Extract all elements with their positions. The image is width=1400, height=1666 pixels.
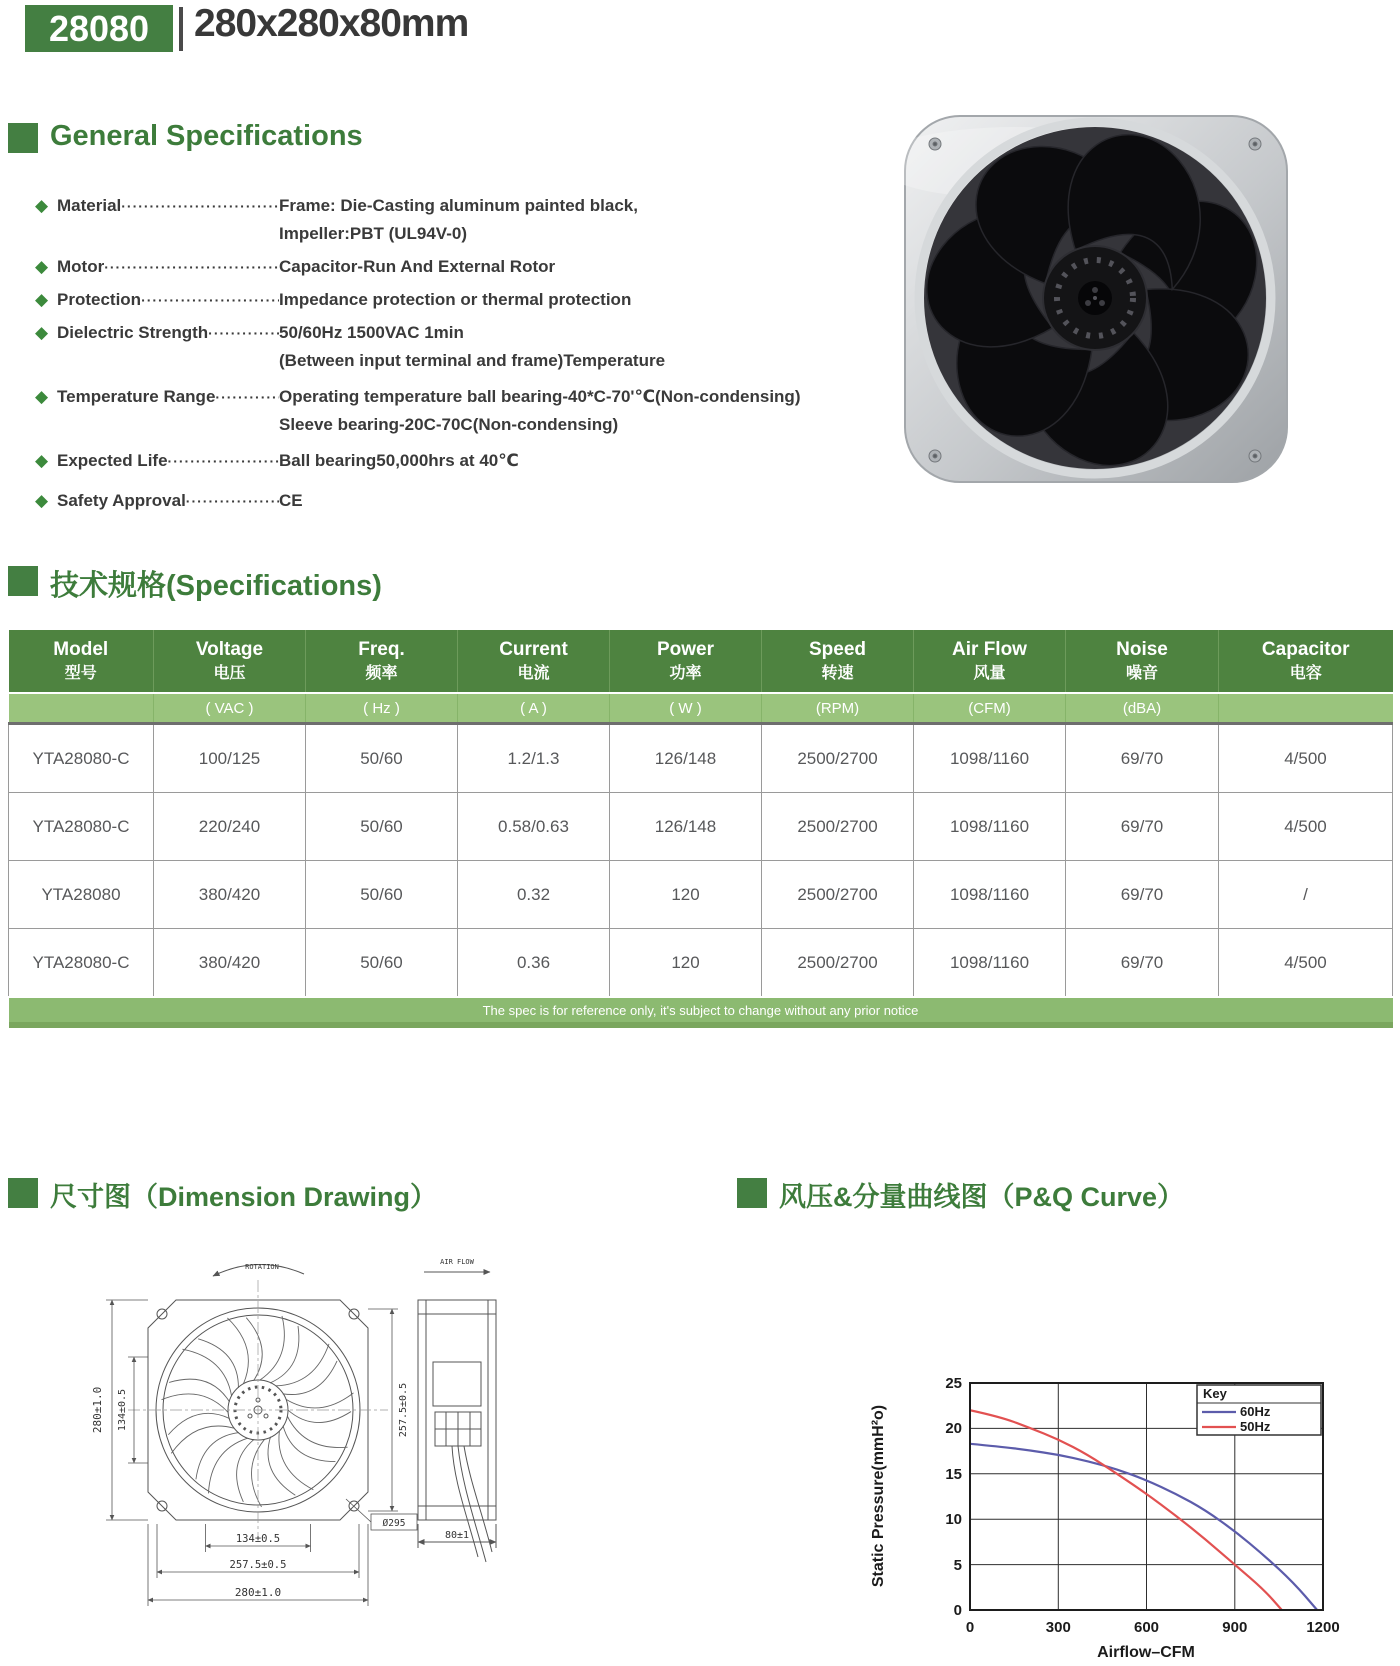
- table-row: [9, 793, 1393, 861]
- col-header-airflow: Air Flow 风量: [914, 630, 1066, 693]
- spec-table: [8, 630, 1393, 1028]
- model-badge: 28080: [25, 5, 173, 52]
- dim-280-bottom: 280±1.0: [234, 1586, 282, 1599]
- section-title-dimension: 尺寸图（Dimension Drawing）: [50, 1182, 438, 1212]
- cell: 120: [610, 861, 762, 929]
- dimension-drawing: [88, 1212, 518, 1666]
- table-header-row: [9, 630, 1393, 693]
- spec-value: [279, 319, 665, 375]
- spec-label: [57, 192, 279, 220]
- section-square-icon: [8, 1178, 38, 1208]
- svg-text:5: 5: [953, 1557, 962, 1574]
- cell: 0.36: [458, 929, 610, 998]
- cell: YTA28080-C: [9, 724, 154, 793]
- cell: 380/420: [154, 929, 306, 998]
- table-row: [9, 861, 1393, 929]
- cell: 2500/2700: [762, 793, 914, 861]
- dot-leader: [186, 487, 279, 515]
- spec-value: [279, 487, 303, 515]
- general-spec-list: [35, 192, 925, 520]
- table-note: The spec is for reference only, it's subject to change without any prior notice: [9, 997, 1393, 1025]
- spec-value: [279, 253, 555, 281]
- cell: 0.32: [458, 861, 610, 929]
- cell: 2500/2700: [762, 861, 914, 929]
- legend-title: Key: [1203, 1386, 1227, 1401]
- svg-text:25: 25: [945, 1375, 962, 1392]
- y-axis-title: Static Pressure(mmH²o): [870, 1404, 887, 1588]
- col-header-speed: Speed 转速: [762, 630, 914, 693]
- dim-80-depth: 80±1: [444, 1530, 470, 1541]
- spec-value-line: Impeller:PBT (UL94V-0): [279, 224, 467, 243]
- spec-label-text: Expected Life: [57, 451, 168, 470]
- cell: 50/60: [306, 793, 458, 861]
- cell: /: [1219, 861, 1393, 929]
- cell: 4/500: [1219, 929, 1393, 998]
- pq-curve-chart: [845, 1258, 1390, 1664]
- unit-cell: (CFM): [914, 693, 1066, 724]
- side-view: [418, 1272, 496, 1562]
- chart-legend: [1197, 1385, 1321, 1435]
- cell: 380/420: [154, 861, 306, 929]
- spec-value: [279, 383, 800, 439]
- dot-leader: [208, 319, 279, 347]
- diamond-bullet-icon: ◆: [35, 257, 49, 276]
- legend-label-50hz: 50Hz: [1240, 1419, 1271, 1434]
- spec-label: [57, 383, 279, 411]
- dot-leader: [121, 192, 279, 220]
- unit-cell: ( W ): [610, 693, 762, 724]
- cell: 69/70: [1066, 724, 1219, 793]
- spec-label-text: Temperature Range: [57, 387, 216, 406]
- x-tick-labels: [966, 1619, 1340, 1636]
- spec-value-line: (Between input terminal and frame)Temperature: [279, 351, 666, 370]
- svg-text:10: 10: [945, 1511, 962, 1528]
- dim-257-bottom: 257.5±0.5: [229, 1559, 287, 1571]
- table-units-row: [9, 693, 1393, 724]
- cell: 126/148: [610, 724, 762, 793]
- spec-item-safety: [35, 487, 925, 515]
- cell: YTA28080-C: [9, 929, 154, 998]
- unit-cell: ( VAC ): [154, 693, 306, 724]
- cell: 0.58/0.63: [458, 793, 610, 861]
- spec-value-line: Operating temperature ball bearing-40*C-70'℃(Non-condensing): [279, 387, 801, 406]
- spec-label-text: Protection: [57, 290, 142, 309]
- spec-value-line: Impedance protection or thermal protection: [279, 290, 632, 309]
- table-row: [9, 929, 1393, 998]
- dim-134-left: 134±0.5: [117, 1388, 128, 1432]
- front-view: [128, 1264, 388, 1540]
- cell: 50/60: [306, 861, 458, 929]
- cell: 2500/2700: [762, 724, 914, 793]
- dot-leader: [141, 286, 279, 314]
- col-header-power: Power 功率: [610, 630, 762, 693]
- section-title-specs: 技术规格(Specifications): [50, 570, 382, 602]
- cell: 1098/1160: [914, 793, 1066, 861]
- dot-leader: [215, 383, 279, 411]
- cell: YTA28080: [9, 861, 154, 929]
- spec-value-line: 50/60Hz 1500VAC 1min: [279, 323, 464, 342]
- spec-value-line: Ball bearing50,000hrs at 40℃: [279, 451, 519, 470]
- unit-cell: (RPM): [762, 693, 914, 724]
- spec-label-text: Material: [57, 196, 122, 215]
- diamond-bullet-icon: ◆: [35, 451, 49, 470]
- airflow-label: AIR FLOW: [440, 1258, 474, 1266]
- spec-label: [57, 253, 279, 281]
- cell: 100/125: [154, 724, 306, 793]
- dot-leader: [168, 447, 279, 475]
- cell: 1.2/1.3: [458, 724, 610, 793]
- cell: 69/70: [1066, 861, 1219, 929]
- dim-280-left: 280±1.0: [91, 1386, 104, 1434]
- svg-text:900: 900: [1222, 1619, 1248, 1636]
- section-title-pq: 风压&分量曲线图（P&Q Curve）: [779, 1182, 1185, 1212]
- spec-label-text: Dielectric Strength: [57, 323, 209, 342]
- spec-value: [279, 192, 638, 248]
- col-header-capacitor: Capacitor 电容: [1219, 630, 1393, 693]
- rotation-label: ROTATION: [245, 1263, 279, 1271]
- legend-label-60hz: 60Hz: [1240, 1404, 1271, 1419]
- table-note-row: [9, 997, 1393, 1025]
- cell: 69/70: [1066, 929, 1219, 998]
- cell: 1098/1160: [914, 724, 1066, 793]
- spec-value-line: Frame: Die-Casting aluminum painted black,: [279, 196, 638, 215]
- col-header-noise: Noise 噪音: [1066, 630, 1219, 693]
- cell: 126/148: [610, 793, 762, 861]
- cell: 4/500: [1219, 793, 1393, 861]
- spec-item-life: [35, 447, 925, 475]
- cell: 220/240: [154, 793, 306, 861]
- header-divider: [179, 7, 183, 51]
- section-square-icon: [737, 1178, 767, 1208]
- unit-cell: [1219, 693, 1393, 724]
- svg-text:300: 300: [1045, 1619, 1071, 1636]
- dot-leader: [104, 253, 279, 281]
- cell: 1098/1160: [914, 861, 1066, 929]
- table-row: [9, 724, 1393, 793]
- spec-label: [57, 447, 279, 475]
- spec-label: [57, 286, 279, 314]
- unit-cell: (dBA): [1066, 693, 1219, 724]
- unit-cell: ( A ): [458, 693, 610, 724]
- spec-item-protection: [35, 286, 925, 314]
- cell: 50/60: [306, 929, 458, 998]
- col-header-model: Model 型号: [9, 630, 154, 693]
- col-header-current: Current 电流: [458, 630, 610, 693]
- dim-134-bottom: 134±0.5: [235, 1533, 281, 1545]
- x-axis-title: Airflow–CFM: [1097, 1644, 1195, 1661]
- spec-value: [279, 286, 631, 314]
- diamond-bullet-icon: ◆: [35, 323, 49, 342]
- spec-item-material: [35, 192, 925, 248]
- spec-label: [57, 487, 279, 515]
- dim-257-right: 257.5±0.5: [398, 1382, 409, 1438]
- unit-cell: [9, 693, 154, 724]
- y-tick-labels: [945, 1375, 962, 1619]
- spec-item-motor: [35, 253, 925, 281]
- diamond-bullet-icon: ◆: [35, 387, 49, 406]
- section-square-icon: [8, 566, 38, 596]
- spec-label: [57, 319, 279, 347]
- svg-text:20: 20: [945, 1420, 962, 1437]
- cell: YTA28080-C: [9, 793, 154, 861]
- spec-item-dielectric: [35, 319, 925, 375]
- spec-value-line: Capacitor-Run And External Rotor: [279, 257, 556, 276]
- cell: 120: [610, 929, 762, 998]
- cell: 69/70: [1066, 793, 1219, 861]
- cell: 50/60: [306, 724, 458, 793]
- svg-text:0: 0: [965, 1619, 975, 1636]
- unit-cell: ( Hz ): [306, 693, 458, 724]
- spec-value-line: CE: [279, 491, 303, 510]
- svg-text:1200: 1200: [1306, 1619, 1340, 1636]
- svg-text:15: 15: [945, 1466, 962, 1483]
- page-title: 280x280x80mm: [194, 2, 469, 45]
- cell: 4/500: [1219, 724, 1393, 793]
- svg-text:600: 600: [1133, 1619, 1160, 1636]
- svg-text:0: 0: [953, 1602, 962, 1619]
- curve-60hz: [970, 1444, 1317, 1610]
- product-photo-fan: [895, 108, 1295, 493]
- spec-value: [279, 447, 519, 475]
- col-header-freq: Freq. 频率: [306, 630, 458, 693]
- diamond-bullet-icon: ◆: [35, 196, 49, 215]
- chart-series: [970, 1410, 1317, 1610]
- spec-label-text: Safety Approval: [57, 491, 186, 510]
- diamond-bullet-icon: ◆: [35, 491, 49, 510]
- cell: 1098/1160: [914, 929, 1066, 998]
- spec-value-line: Sleeve bearing-20C-70C(Non-condensing): [279, 415, 619, 434]
- section-square-icon: [8, 123, 38, 153]
- spec-label-text: Motor: [57, 257, 105, 276]
- section-title-general: General Specifications: [50, 120, 363, 152]
- diamond-bullet-icon: ◆: [35, 290, 49, 309]
- spec-item-temperature: [35, 383, 925, 439]
- col-header-voltage: Voltage 电压: [154, 630, 306, 693]
- dim-diameter: Ø295: [382, 1518, 406, 1529]
- cell: 2500/2700: [762, 929, 914, 998]
